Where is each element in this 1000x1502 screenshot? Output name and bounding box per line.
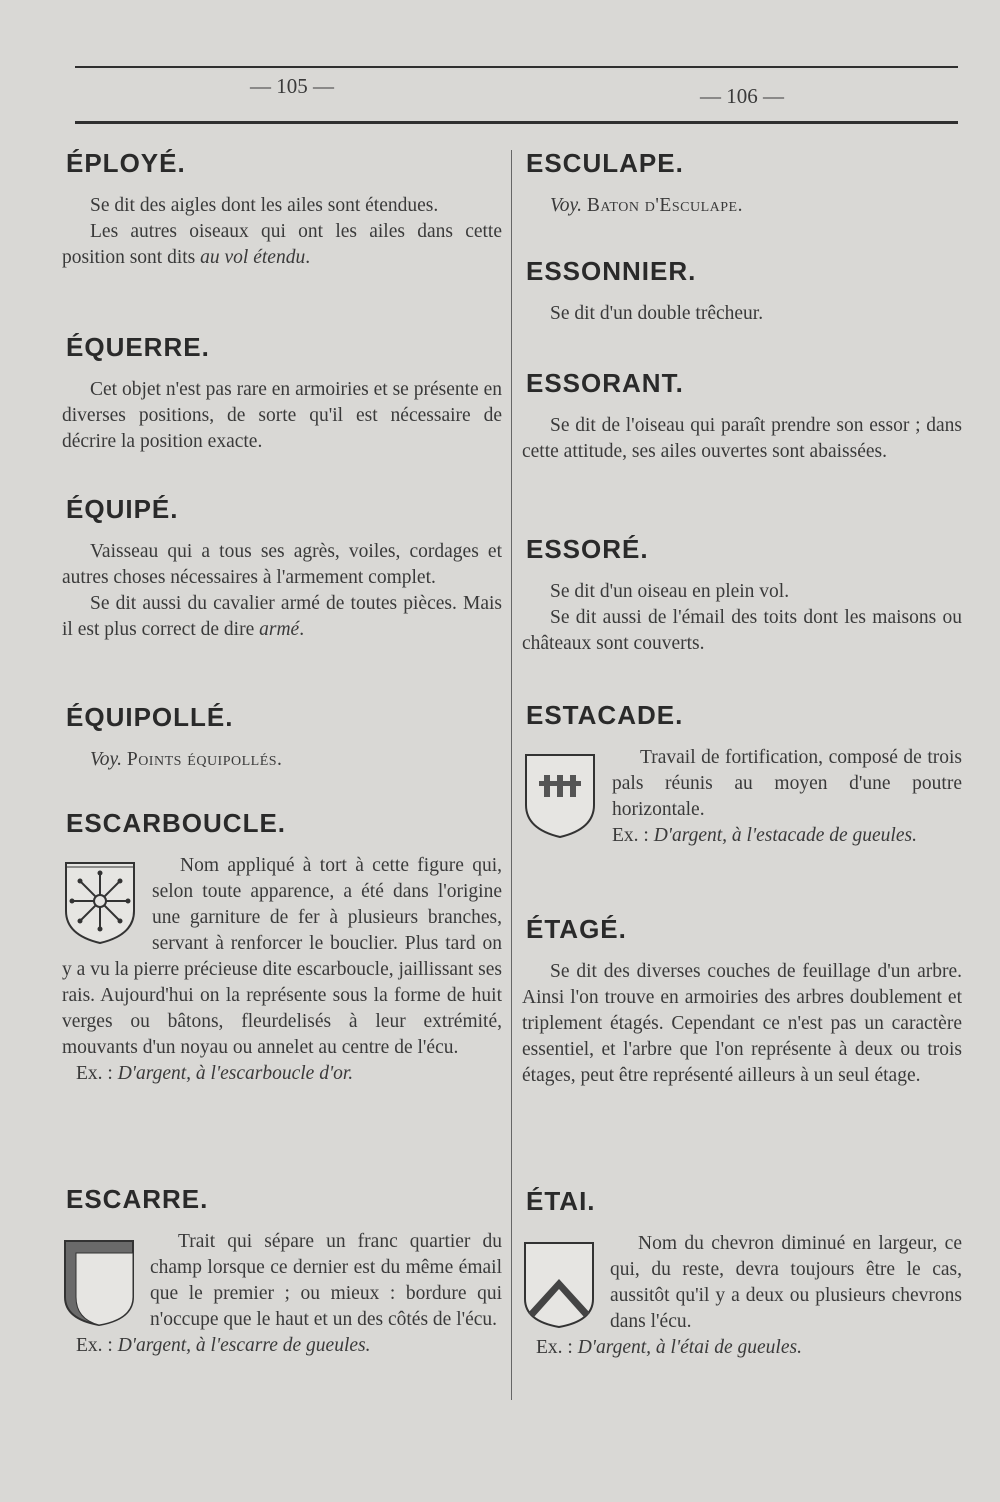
entry-heading: ÉTAGÉ. bbox=[526, 914, 627, 944]
entry-heading: ESSONNIER. bbox=[526, 256, 697, 286]
entry-essorant bbox=[522, 368, 962, 465]
entry-heading: ÉQUIPOLLÉ. bbox=[66, 702, 234, 732]
entry-heading: ÉQUERRE. bbox=[66, 332, 210, 362]
entry-text: Se dit d'un oiseau en plein vol. bbox=[550, 581, 790, 602]
entry-text: Se dit des aigles dont les ailes sont étendues. bbox=[90, 195, 439, 216]
escarre-shield-icon bbox=[62, 1235, 136, 1327]
entry-etai bbox=[522, 1186, 962, 1361]
entry-esculape bbox=[522, 148, 962, 219]
entry-text: Se dit aussi de l'émail des toits dont les maisons ou châteaux sont couverts. bbox=[522, 607, 962, 654]
entry-equerre bbox=[62, 332, 502, 455]
entry-heading: ESCARBOUCLE. bbox=[66, 808, 287, 838]
cross-reference: Voy. Baton d'Esculape. bbox=[550, 195, 743, 216]
example-line: Ex. : D'argent, à l'étai de gueules. bbox=[536, 1337, 802, 1358]
entry-text: Se dit des diverses couches de feuillage d'un arbre. Ainsi l'on trouve en armoiries des arbres doublement et triplement étagés. Cependant ce n'est pas un caractère essentiel, et l'arbre que l'on représente à deux ou trois étages, peut être représenté ailleurs à un seul étage. bbox=[522, 961, 962, 1086]
entry-text: Nom du chevron diminué en largeur, ce qui, du reste, devra toujours être le cas, aussitôt qu'il y a deux ou plusieurs chevrons dans l'écu. bbox=[610, 1233, 962, 1332]
entry-text: Trait qui sépare un franc quartier du champ lorsque ce dernier est du même émail que le premier ; ou mieux : bordure qui n'occupe que le haut et un des côtés de l'écu. bbox=[150, 1231, 502, 1330]
example-line: Ex. : D'argent, à l'escarre de gueules. bbox=[76, 1335, 371, 1356]
entry-estacade bbox=[522, 700, 962, 849]
left-page-number: — 105 — bbox=[250, 74, 334, 98]
entry-heading: ESCULAPE. bbox=[526, 148, 684, 178]
entry-etage bbox=[522, 914, 962, 1089]
entry-heading: ESSORANT. bbox=[526, 368, 684, 398]
entry-equipe bbox=[62, 494, 502, 643]
entry-essore bbox=[522, 534, 962, 657]
entry-heading: ESSORÉ. bbox=[526, 534, 649, 564]
entry-equipolle bbox=[62, 702, 502, 773]
escarboucle-shield-icon bbox=[62, 859, 138, 945]
entry-heading: ESTACADE. bbox=[526, 700, 684, 730]
entry-escarre bbox=[62, 1184, 502, 1359]
entry-eploye bbox=[62, 148, 502, 271]
entry-text: Travail de fortification, composé de trois pals réunis au moyen d'une poutre horizontale. bbox=[612, 747, 962, 820]
entry-text: Nom appliqué à tort à cette figure qui, selon toute apparence, a été dans l'origine une garniture de fer à plusieurs branches, servant à renforcer le bouclier. Plus tard on y a vu la pierre précieuse dite escarboucle, jaillissant ses rais. Aujourd'hui on la représente sous la forme de huit verges ou bâtons, fleurdelisés à leur extrémité, mouvants d'un noyau ou annelet au centre de l'écu. bbox=[62, 855, 502, 1058]
entry-heading: ÉQUIPÉ. bbox=[66, 494, 179, 524]
entry-escarboucle bbox=[62, 808, 502, 1087]
column-divider bbox=[511, 150, 512, 1400]
entry-text: Vaisseau qui a tous ses agrès, voiles, cordages et autres choses nécessaires à l'armement complet. bbox=[62, 541, 502, 588]
entry-text: Se dit de l'oiseau qui paraît prendre son essor ; dans cette attitude, ses ailes ouvertes sont abaissées. bbox=[522, 415, 962, 462]
entry-heading: ÉTAI. bbox=[526, 1186, 596, 1216]
entry-heading: ESCARRE. bbox=[66, 1184, 209, 1214]
entry-text: Se dit aussi du cavalier armé de toutes pièces. Mais il est plus correct de dire armé. bbox=[62, 593, 502, 640]
entry-heading: ÉPLOYÉ. bbox=[66, 148, 186, 178]
right-page-number: — 106 — bbox=[700, 84, 784, 108]
header-rule-top bbox=[75, 66, 958, 68]
estacade-shield-icon bbox=[522, 751, 598, 839]
entry-text: Les autres oiseaux qui ont les ailes dans cette position sont dits au vol étendu. bbox=[62, 221, 502, 268]
entry-text: Cet objet n'est pas rare en armoiries et se présente en diverses positions, de sorte qu'il est nécessaire de décrire la position exacte. bbox=[62, 379, 502, 452]
cross-reference: Voy. Points équipollés. bbox=[90, 749, 283, 770]
entry-essonnier bbox=[522, 256, 962, 327]
header-rule-bottom bbox=[75, 121, 958, 124]
etai-shield-icon bbox=[522, 1237, 596, 1329]
entry-text: Se dit d'un double trêcheur. bbox=[550, 303, 764, 324]
example-line: Ex. : D'argent, à l'estacade de gueules. bbox=[612, 825, 917, 846]
example-line: Ex. : D'argent, à l'escarboucle d'or. bbox=[76, 1063, 354, 1084]
